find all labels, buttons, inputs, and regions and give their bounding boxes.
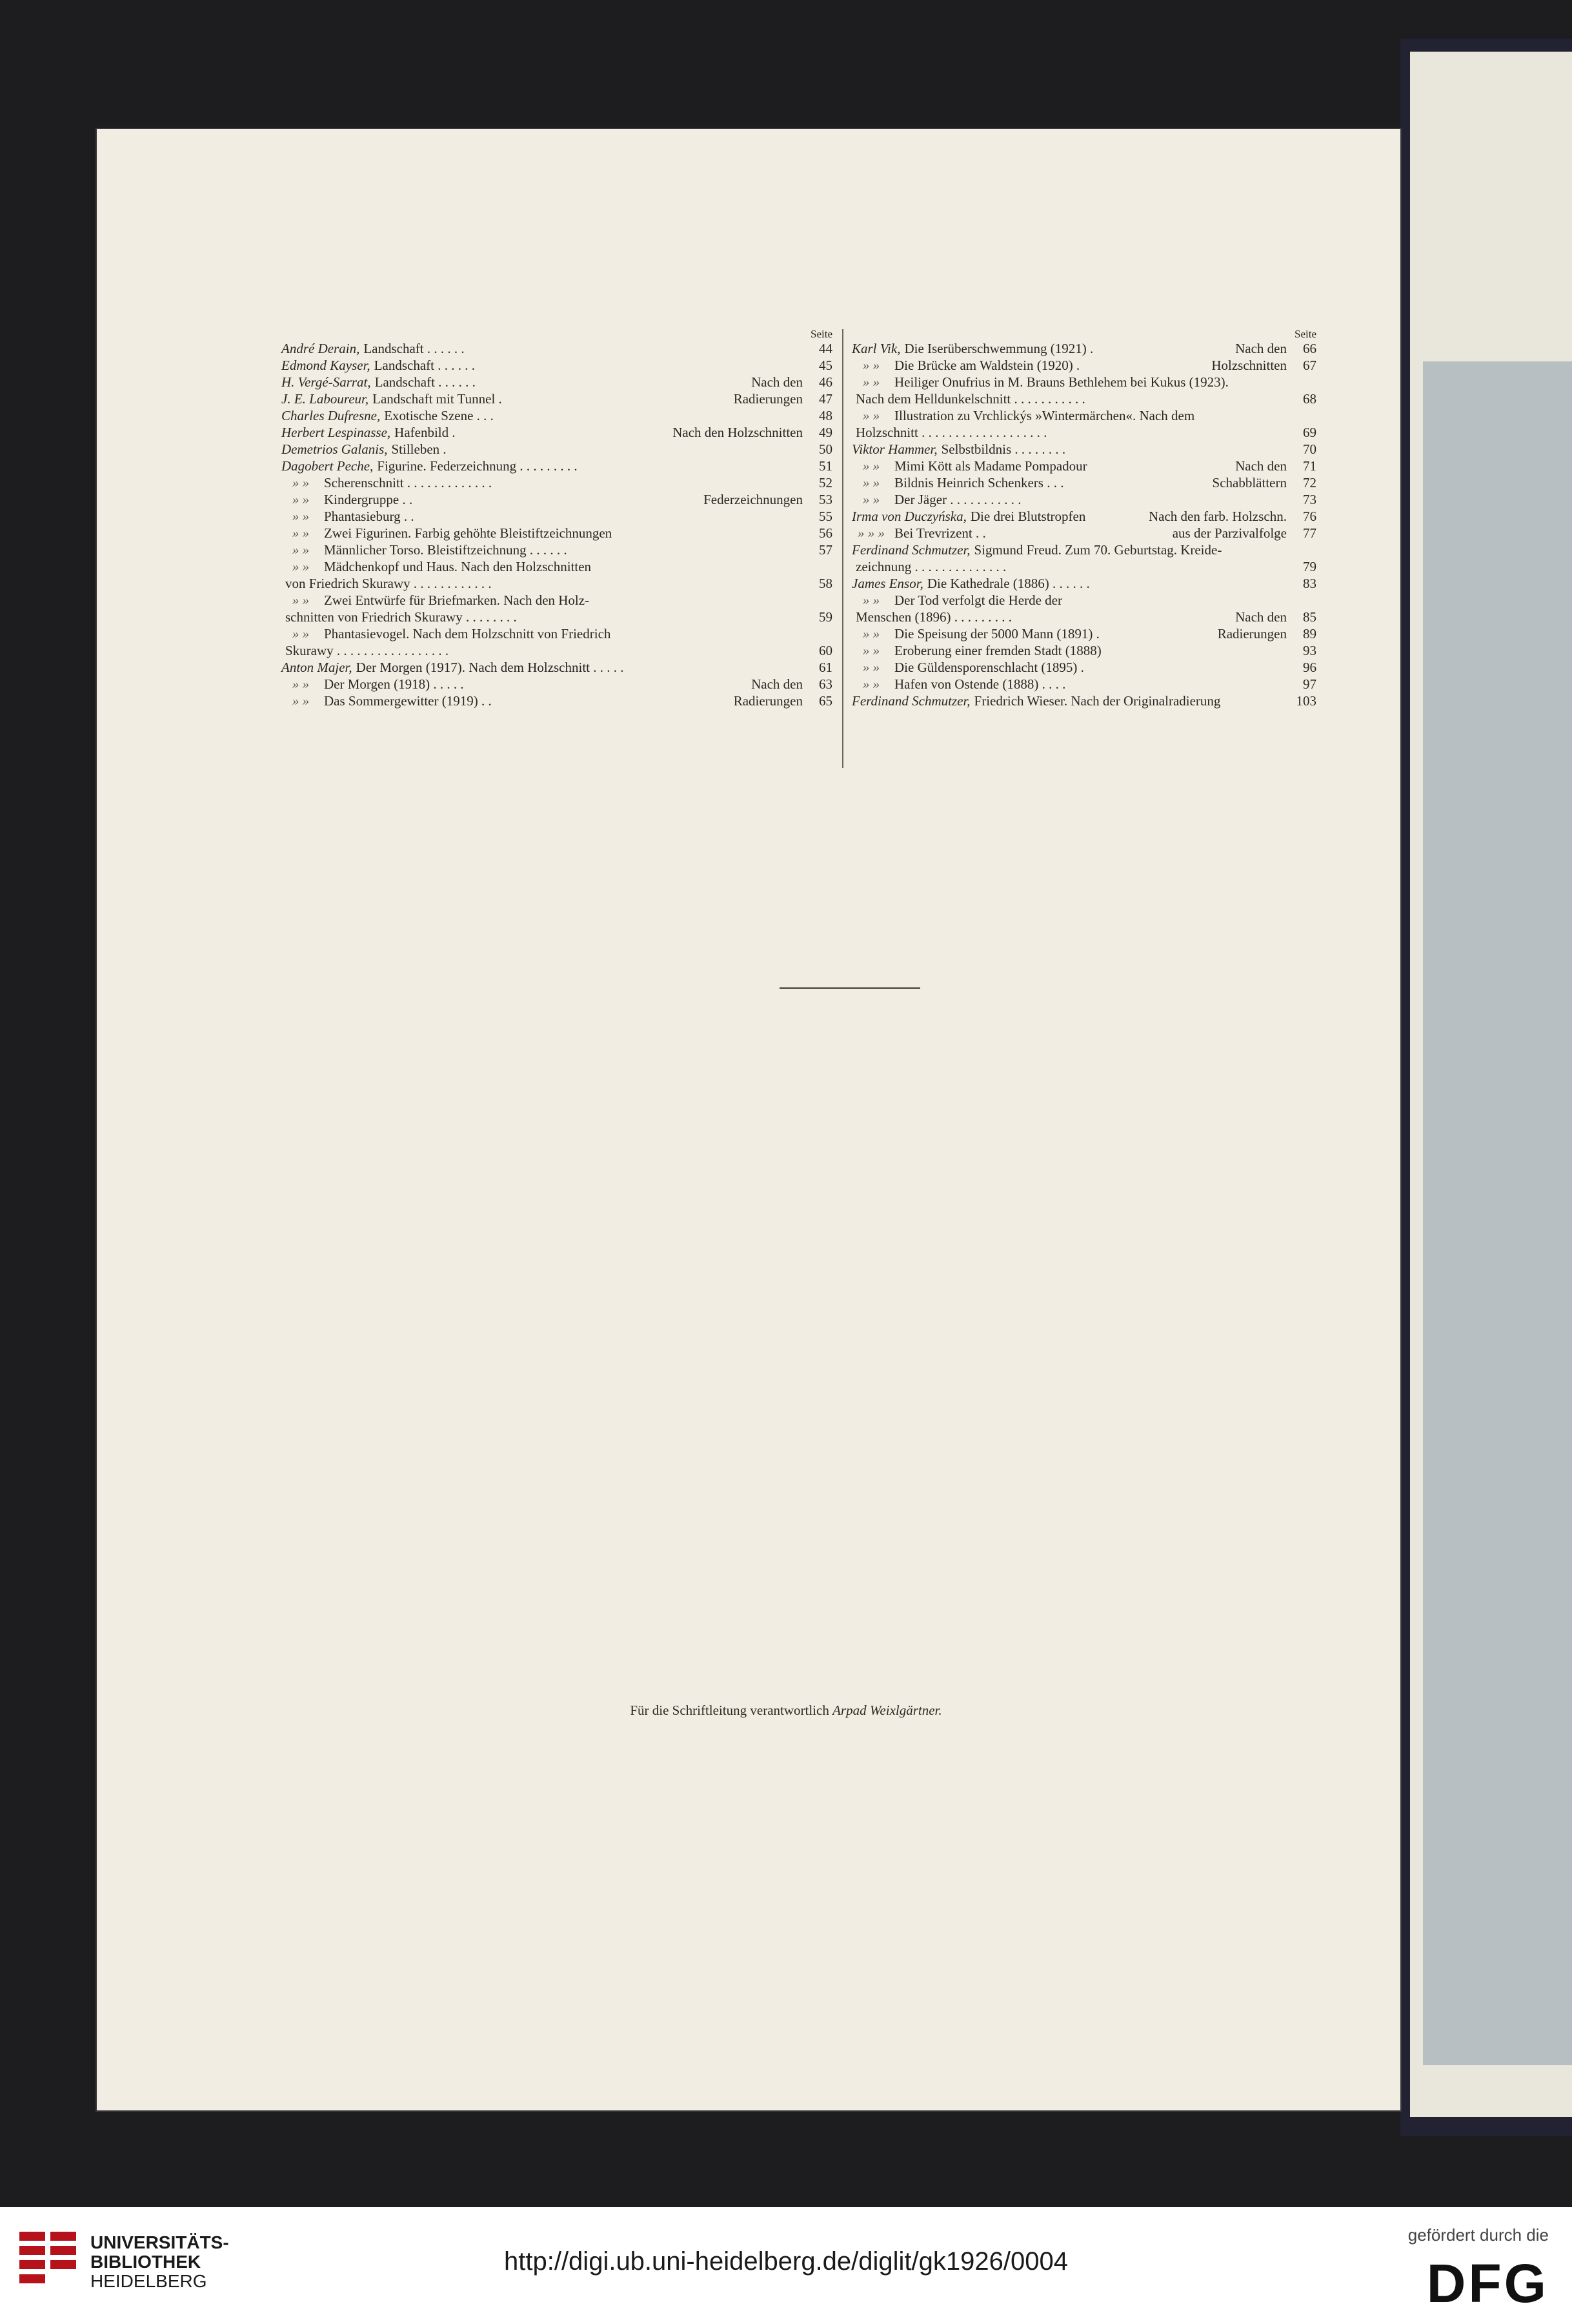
entry-title: schnitten von Friedrich Skurawy . . . . . . . . [285, 609, 517, 625]
entry-page-number: 66 [1303, 341, 1316, 356]
entry-title: Friedrich Wieser. Nach der Originalradierung [974, 693, 1221, 709]
index-entry-row [852, 441, 1316, 458]
entry-artist: Charles Dufresne, [281, 408, 381, 423]
section-separator-rule [780, 987, 920, 989]
entry-technique-note: Federzeichnungen [703, 492, 803, 507]
index-entry-row [281, 340, 832, 357]
entry-title: Mimi Kött als Madame Pompadour [894, 458, 1087, 474]
index-entry-row [852, 357, 1316, 374]
entry-page-number: 97 [1303, 676, 1316, 692]
entry-artist: Demetrios Galanis, [281, 441, 388, 457]
entry-artist: » » [292, 626, 310, 642]
index-entry-row [852, 692, 1316, 709]
index-entry-list [852, 340, 1316, 709]
entry-title: Die Güldensporenschlacht (1895) . [894, 660, 1084, 675]
entry-page-number: 61 [819, 660, 832, 675]
entry-title: Der Morgen (1918) . . . . . [324, 676, 464, 692]
entry-artist: » » [292, 492, 310, 507]
index-entry-row [281, 625, 832, 642]
entry-page-number: 63 [819, 676, 832, 692]
index-entry-row [281, 558, 832, 575]
entry-page-number: 70 [1303, 441, 1316, 457]
index-entry-row [281, 458, 832, 474]
entry-title: Holzschnitt . . . . . . . . . . . . . . . . . . . [856, 425, 1047, 440]
index-column-right [852, 326, 1316, 709]
index-entry-row [281, 642, 832, 659]
index-entry-row [281, 525, 832, 541]
entry-title: Bildnis Heinrich Schenkers . . . [894, 475, 1064, 490]
entry-artist: J. E. Laboureur, [281, 391, 369, 407]
index-entry-row [281, 575, 832, 592]
entry-title: Das Sommergewitter (1919) . . [324, 693, 492, 709]
entry-title: Die drei Blutstropfen [970, 509, 1086, 524]
entry-page-number: 48 [819, 408, 832, 423]
index-entry-row [281, 508, 832, 525]
entry-title: Exotische Szene . . . [384, 408, 494, 423]
entry-title: Zwei Figurinen. Farbig gehöhte Bleistiftzeichnungen [324, 525, 612, 541]
entry-title: Nach dem Helldunkelschnitt . . . . . . . . . . . [856, 391, 1085, 407]
entry-artist: Karl Vik, [852, 341, 901, 356]
index-entry-row [281, 692, 832, 709]
index-entry-row [281, 474, 832, 491]
entry-title: Landschaft . . . . . . [374, 374, 476, 390]
logo-line-2: BIBLIOTHEK [90, 2252, 201, 2272]
entry-artist: » » [292, 475, 310, 490]
entry-page-number: 69 [1303, 425, 1316, 440]
entry-technique-note: Nach den [1235, 609, 1287, 625]
entry-artist: » » [292, 592, 310, 608]
index-entry-row [281, 676, 832, 692]
index-entry-row [852, 642, 1316, 659]
seite-header: Seite [1295, 328, 1316, 340]
entry-title: Menschen (1896) . . . . . . . . . [856, 609, 1013, 625]
entry-artist: Edmond Kayser, [281, 358, 370, 373]
entry-artist: » » [292, 509, 310, 524]
entry-title: Landschaft mit Tunnel . [372, 391, 502, 407]
entry-artist: James Ensor, [852, 576, 923, 591]
index-entry-row [852, 541, 1316, 558]
entry-technique-note: Radierungen [733, 391, 803, 407]
entry-artist: » » [292, 676, 310, 692]
entry-artist: » » [862, 492, 880, 507]
entry-title: Phantasievogel. Nach dem Holzschnitt von Friedrich [324, 626, 611, 642]
entry-technique-note: Nach den [751, 374, 803, 390]
entry-technique-note: Holzschnitten [1211, 358, 1287, 373]
index-entry-row [281, 541, 832, 558]
entry-artist: André Derain, [281, 341, 360, 356]
entry-artist: » » [862, 643, 880, 658]
entry-artist: » » [862, 592, 880, 608]
entry-technique-note: Schabblättern [1212, 475, 1287, 490]
index-entry-row [281, 592, 832, 609]
entry-title: Bei Trevrizent . . [894, 525, 986, 541]
entry-artist: Dagobert Peche, [281, 458, 374, 474]
entry-title: Die Speisung der 5000 Mann (1891) . [894, 626, 1100, 642]
dfg-logo[interactable]: DFG [1426, 2253, 1549, 2314]
entry-page-number: 59 [819, 609, 832, 625]
index-entry-row [852, 458, 1316, 474]
entry-title: Der Morgen (1917). Nach dem Holzschnitt . . . . . [356, 660, 624, 675]
index-entry-row [281, 659, 832, 676]
entry-artist: » » [862, 660, 880, 675]
logo-line-3: HEIDELBERG [90, 2271, 207, 2291]
entry-artist: H. Vergé-Sarrat, [281, 374, 371, 390]
index-entry-row [281, 441, 832, 458]
index-entry-row [852, 491, 1316, 508]
entry-technique-note: Radierungen [1217, 626, 1287, 642]
viewer-footer [0, 2207, 1572, 2324]
index-entry-row [852, 609, 1316, 625]
seite-header: Seite [811, 328, 832, 340]
entry-title: Skurawy . . . . . . . . . . . . . . . . . [285, 643, 449, 658]
entry-page-number: 57 [819, 542, 832, 558]
entry-page-number: 85 [1303, 609, 1316, 625]
index-entry-row [852, 592, 1316, 609]
entry-artist: Viktor Hammer, [852, 441, 938, 457]
entry-artist: » » [862, 626, 880, 642]
entry-artist: » » [862, 408, 880, 423]
entry-artist: Ferdinand Schmutzer, [852, 693, 971, 709]
index-entry-row [852, 659, 1316, 676]
index-entry-row [852, 508, 1316, 525]
index-entry-row [281, 491, 832, 508]
entry-page-number: 50 [819, 441, 832, 457]
entry-artist: » » [862, 458, 880, 474]
entry-page-number: 56 [819, 525, 832, 541]
entry-title: Landschaft . . . . . . [363, 341, 465, 356]
entry-artist: Anton Majer, [281, 660, 352, 675]
entry-title: Stilleben . [391, 441, 447, 457]
imprint-text: Für die Schriftleitung verantwortlich [630, 1703, 829, 1718]
entry-page-number: 76 [1303, 509, 1316, 524]
entry-artist: » » [862, 475, 880, 490]
logo-line-1: UNIVERSITÄTS- [90, 2232, 229, 2252]
entry-page-number: 96 [1303, 660, 1316, 675]
column-divider [842, 329, 843, 768]
index-entry-row [852, 558, 1316, 575]
entry-page-number: 83 [1303, 576, 1316, 591]
entry-page-number: 52 [819, 475, 832, 490]
entry-page-number: 93 [1303, 643, 1316, 658]
entry-page-number: 49 [819, 425, 832, 440]
entry-page-number: 89 [1303, 626, 1316, 642]
entry-title: von Friedrich Skurawy . . . . . . . . . . . . [285, 576, 492, 591]
entry-page-number: 46 [819, 374, 832, 390]
document-url-link[interactable]: http://digi.ub.uni-heidelberg.de/diglit/gk1926/0004 [504, 2247, 1068, 2276]
index-entry-list [281, 340, 832, 709]
index-entry-row [281, 357, 832, 374]
entry-title: Landschaft . . . . . . [374, 358, 475, 373]
entry-technique-note: Nach den [1235, 341, 1287, 356]
entry-title: Heiliger Onufrius in M. Brauns Bethlehem bei Kukus (1923). [894, 374, 1229, 390]
index-entry-row [852, 676, 1316, 692]
entry-artist: » » [292, 525, 310, 541]
entry-page-number: 103 [1296, 693, 1316, 709]
index-entry-row [281, 407, 832, 424]
entry-page-number: 58 [819, 576, 832, 591]
entry-title: Hafenbild . [394, 425, 456, 440]
entry-page-number: 44 [819, 341, 832, 356]
index-entry-row [281, 609, 832, 625]
index-entry-row [852, 525, 1316, 541]
entry-artist: » » [862, 374, 880, 390]
index-entry-row [281, 424, 832, 441]
entry-title: Hafen von Ostende (1888) . . . . [894, 676, 1066, 692]
entry-title: zeichnung . . . . . . . . . . . . . . [856, 559, 1007, 574]
entry-artist: » » [862, 676, 880, 692]
entry-page-number: 47 [819, 391, 832, 407]
entry-title: Der Jäger . . . . . . . . . . . [894, 492, 1022, 507]
entry-technique-note: Nach den [1235, 458, 1287, 474]
entry-artist: » » » [858, 525, 885, 541]
entry-title: Zwei Entwürfe für Briefmarken. Nach den Holz- [324, 592, 590, 608]
entry-title: Selbstbildnis . . . . . . . . [941, 441, 1066, 457]
entry-title: Figurine. Federzeichnung . . . . . . . . . [377, 458, 578, 474]
index-entry-row [852, 474, 1316, 491]
index-entry-row [852, 390, 1316, 407]
entry-artist: » » [862, 358, 880, 373]
entry-title: Illustration zu Vrchlickýs »Wintermärchen«. Nach dem [894, 408, 1195, 423]
entry-technique-note: Nach den [751, 676, 803, 692]
entry-artist: Herbert Lespinasse, [281, 425, 391, 440]
index-entry-row [852, 575, 1316, 592]
entry-page-number: 68 [1303, 391, 1316, 407]
entry-artist: » » [292, 542, 310, 558]
entry-page-number: 79 [1303, 559, 1316, 574]
entry-title: Scherenschnitt . . . . . . . . . . . . . [324, 475, 492, 490]
entry-artist: » » [292, 559, 310, 574]
entry-page-number: 45 [819, 358, 832, 373]
sponsor-label: gefördert durch die [1407, 2225, 1549, 2245]
entry-title: Phantasieburg . . [324, 509, 414, 524]
entry-title: Die Kathedrale (1886) . . . . . . [927, 576, 1090, 591]
imprint-line [0, 1703, 1572, 1719]
entry-title: Der Tod verfolgt die Herde der [894, 592, 1062, 608]
entry-title: Männlicher Torso. Bleistiftzeichnung . . . . . . [324, 542, 567, 558]
entry-title: Kindergruppe . . [324, 492, 413, 507]
entry-page-number: 60 [819, 643, 832, 658]
entry-artist: Ferdinand Schmutzer, [852, 542, 971, 558]
entry-page-number: 53 [819, 492, 832, 507]
entry-artist: Irma von Duczyńska, [852, 509, 967, 524]
entry-page-number: 71 [1303, 458, 1316, 474]
entry-title: Die Iserüberschwemmung (1921) . [904, 341, 1094, 356]
entry-page-number: 72 [1303, 475, 1316, 490]
index-entry-row [852, 625, 1316, 642]
index-column-left [281, 326, 832, 709]
entry-technique-note: Radierungen [733, 693, 803, 709]
facing-page-plate-image [1423, 361, 1572, 2065]
entry-title: Mädchenkopf und Haus. Nach den Holzschnitten [324, 559, 592, 574]
entry-technique-note: Nach den Holzschnitten [672, 425, 803, 440]
entry-artist: » » [292, 693, 310, 709]
entry-technique-note: Nach den farb. Holzschn. [1149, 509, 1287, 524]
entry-title: Eroberung einer fremden Stadt (1888) [894, 643, 1102, 658]
index-entry-row [852, 424, 1316, 441]
entry-page-number: 67 [1303, 358, 1316, 373]
imprint-editor-name: Arpad Weixlgärtner. [832, 1703, 942, 1718]
entry-page-number: 51 [819, 458, 832, 474]
index-entry-row [281, 374, 832, 390]
index-entry-row [852, 374, 1316, 390]
entry-title: Die Brücke am Waldstein (1920) . [894, 358, 1080, 373]
entry-technique-note: aus der Parzivalfolge [1172, 525, 1287, 541]
entry-title: Sigmund Freud. Zum 70. Geburtstag. Kreide- [974, 542, 1222, 558]
entry-page-number: 65 [819, 693, 832, 709]
entry-page-number: 73 [1303, 492, 1316, 507]
entry-page-number: 55 [819, 509, 832, 524]
entry-page-number: 77 [1303, 525, 1316, 541]
index-entry-row [852, 407, 1316, 424]
index-entry-row [852, 340, 1316, 357]
index-entry-row [281, 390, 832, 407]
